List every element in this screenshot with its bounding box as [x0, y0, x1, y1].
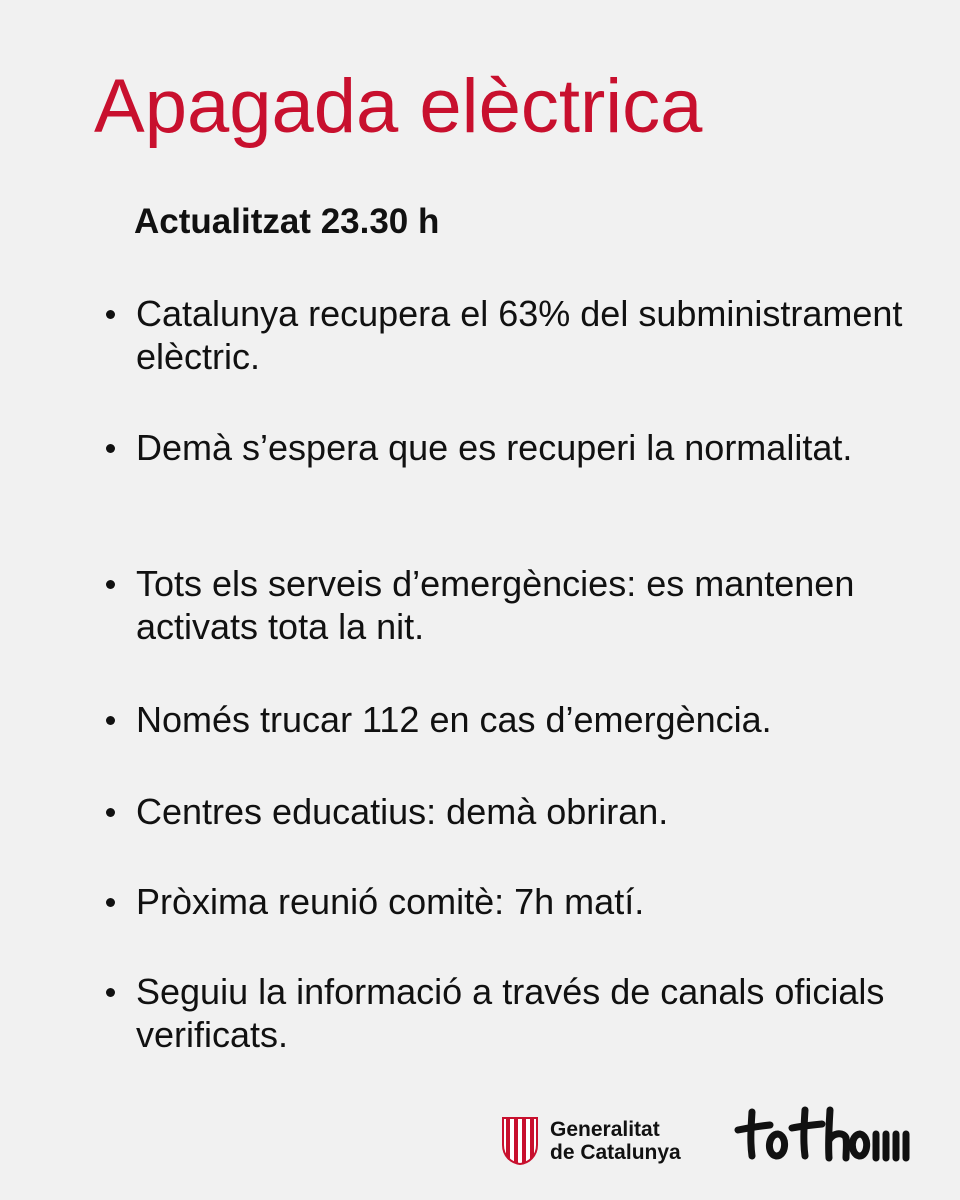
list-item-text: Tots els serveis d’emergències: es mantenen activats tota la nit. [136, 563, 855, 647]
list-item-text: Pròxima reunió comitè: 7h matí. [136, 881, 645, 922]
bullet-icon [106, 580, 115, 589]
bullet-icon [106, 716, 115, 725]
bullet-icon [106, 444, 115, 453]
list-item-text: Centres educatius: demà obriran. [136, 791, 669, 832]
bullet-icon [106, 898, 115, 907]
generalitat-line-2: de Catalunya [550, 1141, 681, 1164]
list-item [106, 698, 906, 741]
list-item-text: Només trucar 112 en cas d’emergència. [136, 699, 772, 740]
page-title: Apagada elèctrica [94, 64, 703, 149]
list-item-text: Seguiu la informació a través de canals oficials verificats. [136, 971, 885, 1055]
generalitat-logo [502, 1116, 681, 1166]
list-item [106, 426, 906, 469]
list-item [106, 880, 906, 923]
list-item [106, 562, 906, 648]
list-item-text: Demà s’espera que es recuperi la normalitat. [136, 427, 853, 468]
bullet-icon [106, 808, 115, 817]
list-item [106, 292, 906, 378]
list-item-text: Catalunya recupera el 63% del subministrament elèctric. [136, 293, 903, 377]
list-item [106, 790, 906, 833]
senyera-shield-icon [502, 1117, 538, 1165]
list-item [106, 970, 906, 1056]
bullet-icon [106, 988, 115, 997]
generalitat-wordmark [550, 1118, 681, 1164]
generalitat-line-1: Generalitat [550, 1118, 660, 1141]
bullet-icon [106, 310, 115, 319]
tothom-logo [734, 1104, 916, 1168]
update-time: Actualitzat 23.30 h [134, 202, 440, 241]
